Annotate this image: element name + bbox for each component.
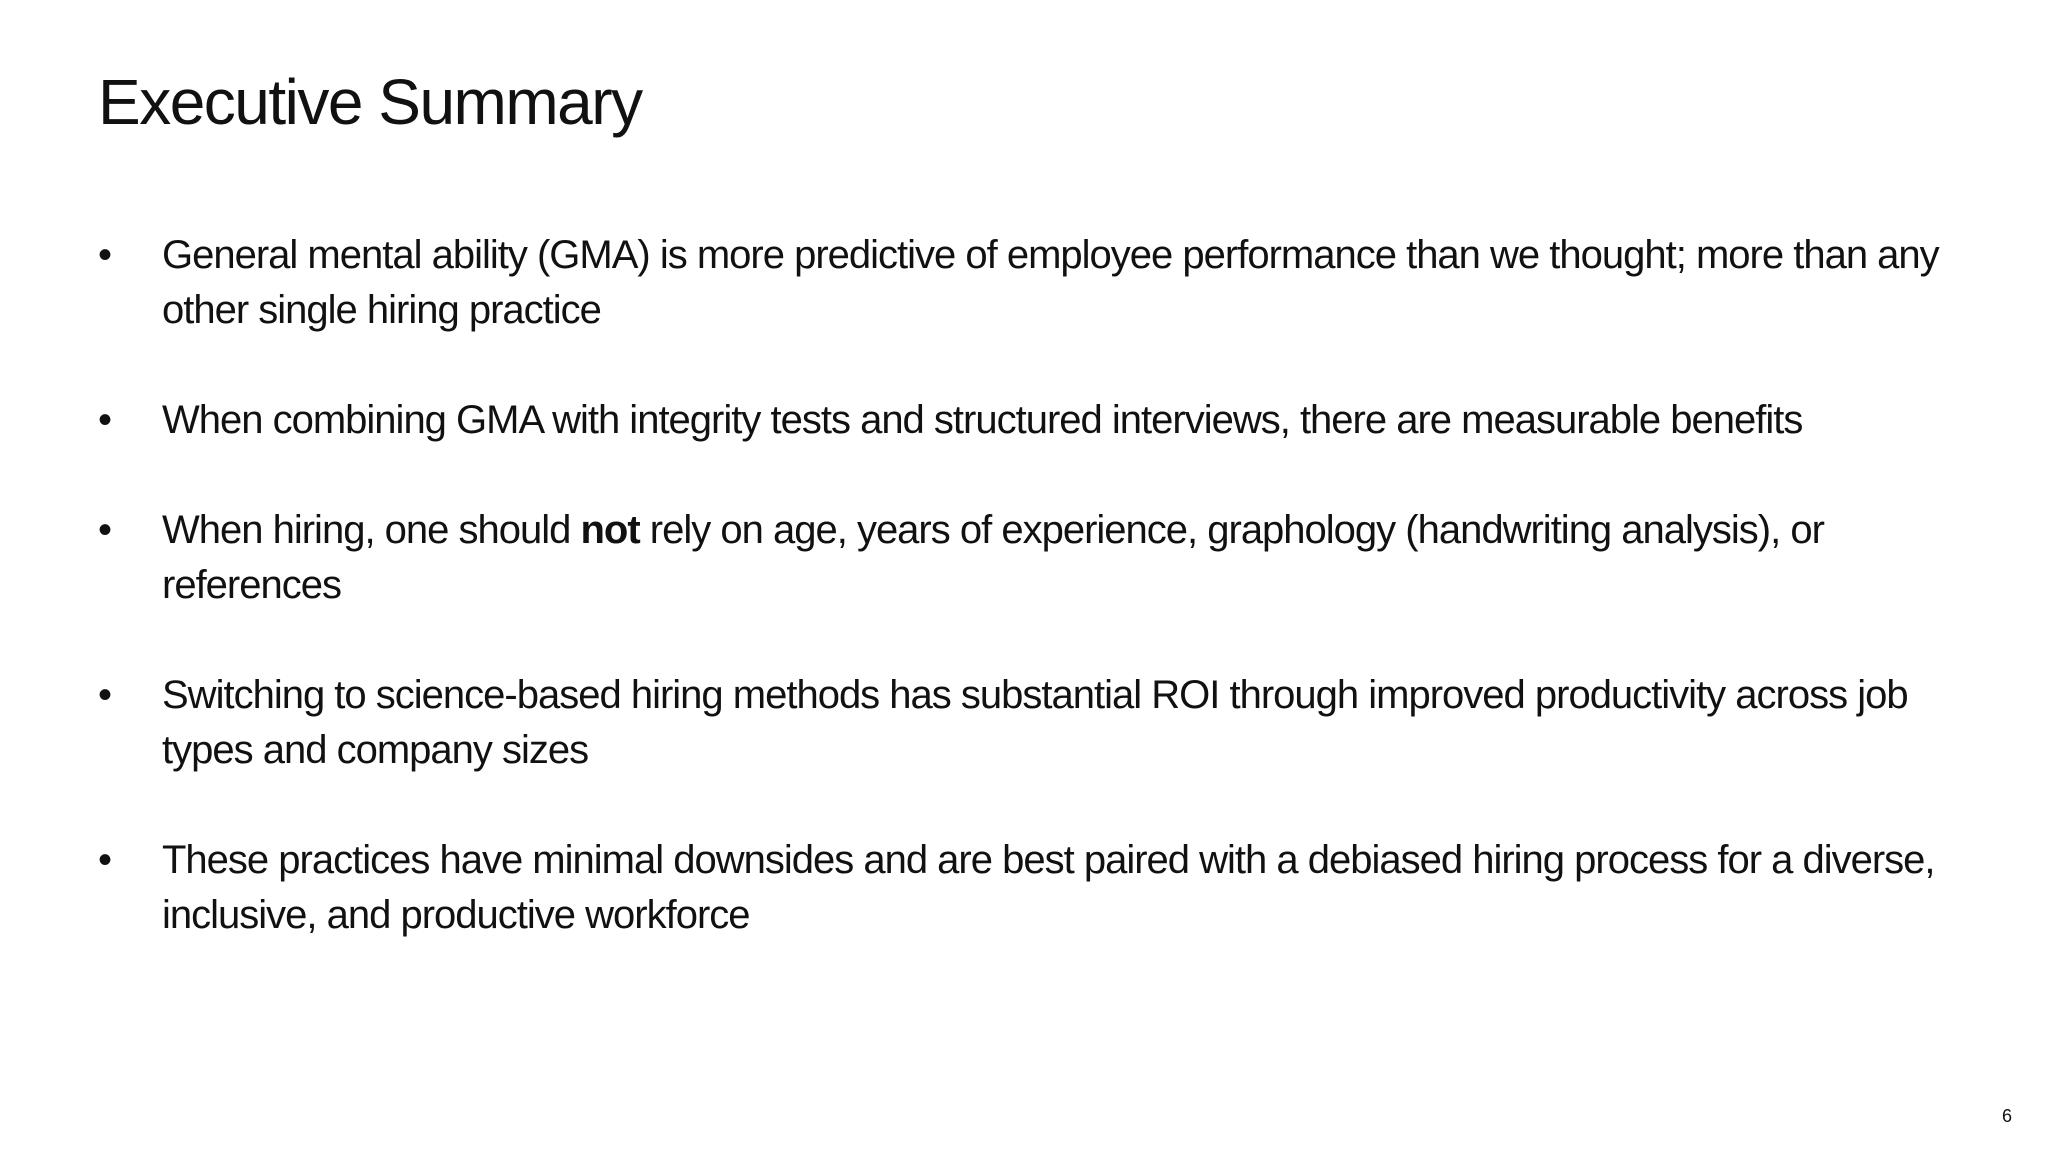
- bullet-marker: •: [98, 508, 112, 552]
- bullet-item: [98, 503, 1958, 613]
- bullet-marker: •: [98, 398, 112, 442]
- bullet-text: When combining GMA with integrity tests and structured interviews, there are measurable benefits: [162, 398, 1803, 442]
- bullet-item: [98, 228, 1958, 338]
- bullet-text: These practices have minimal downsides and are best paired with a debiased hiring process for a diverse, inclusive, and productive workforce: [162, 838, 1935, 937]
- bullet-marker: •: [98, 838, 112, 882]
- slide-title: Executive Summary: [98, 66, 642, 138]
- bullet-text-end: rely on age, years of experience, graphology (handwriting analysis), or references: [162, 508, 1824, 607]
- bullet-text-start: When hiring, one should: [162, 508, 581, 552]
- bullet-marker: •: [98, 233, 112, 277]
- bullet-item: [98, 833, 1958, 943]
- bullet-marker: •: [98, 673, 112, 717]
- bullet-list: [98, 228, 1958, 943]
- emphasized-word: not: [580, 508, 640, 552]
- bullet-text: [162, 508, 1824, 607]
- bullet-text: General mental ability (GMA) is more predictive of employee performance than we thought; more than any other single hiring practice: [162, 233, 1939, 332]
- bullet-item: [98, 668, 1958, 778]
- bullet-text: Switching to science-based hiring methods has substantial ROI through improved productivity across job types and company sizes: [162, 673, 1908, 772]
- page-number: 6: [2001, 1106, 2012, 1126]
- bullet-item: [98, 393, 1958, 448]
